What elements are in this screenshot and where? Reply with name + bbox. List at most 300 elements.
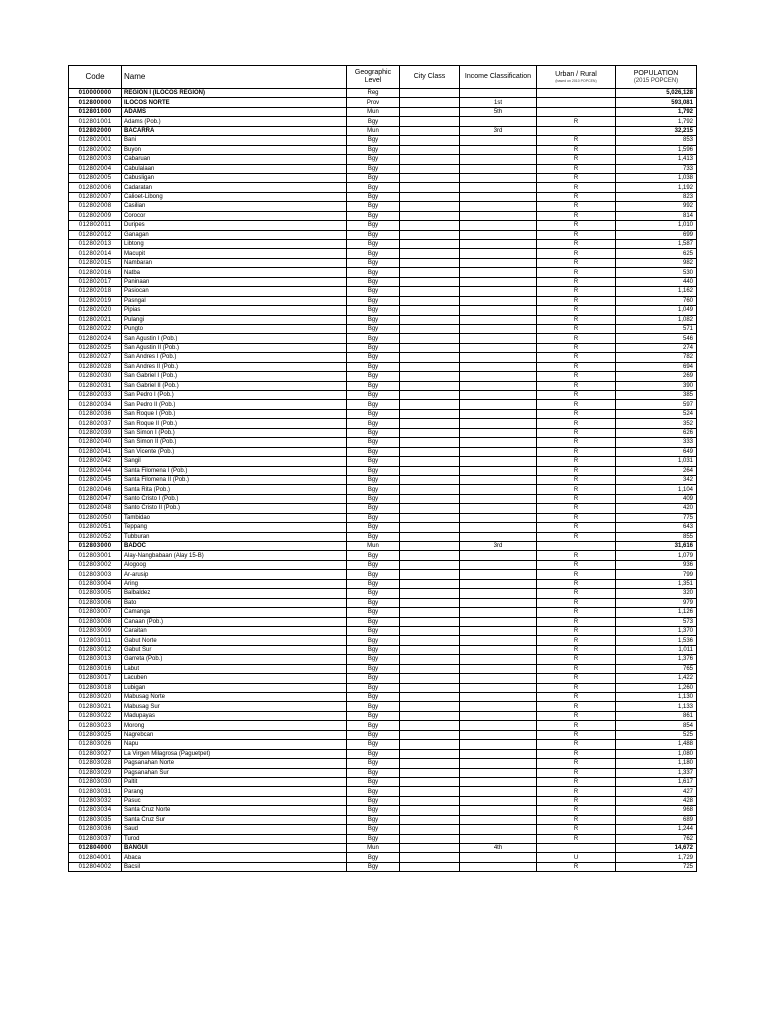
cell-population: 428 xyxy=(616,796,697,805)
cell-code: 012804002 xyxy=(69,862,122,871)
cell-income-classification xyxy=(460,589,537,598)
cell-name: Caraitan xyxy=(122,626,347,635)
cell-code: 012803018 xyxy=(69,683,122,692)
table-row xyxy=(69,560,697,569)
cell-income-classification xyxy=(460,447,537,456)
table-row xyxy=(69,353,697,362)
cell-code: 012802046 xyxy=(69,485,122,494)
cell-name: Cabusligan xyxy=(122,173,347,182)
cell-name: San Agustin II (Pob.) xyxy=(122,343,347,352)
cell-geographic-level: Bgy xyxy=(347,532,400,541)
cell-urban-rural: R xyxy=(537,655,616,664)
cell-population: 571 xyxy=(616,324,697,333)
cell-urban-rural xyxy=(537,844,616,853)
cell-urban-rural: R xyxy=(537,475,616,484)
cell-urban-rural: R xyxy=(537,155,616,164)
cell-code: 012803034 xyxy=(69,806,122,815)
cell-geographic-level: Mun xyxy=(347,126,400,135)
cell-geographic-level: Bgy xyxy=(347,296,400,305)
cell-population: 649 xyxy=(616,447,697,456)
cell-city-class xyxy=(400,136,460,145)
cell-population: 1,011 xyxy=(616,645,697,654)
cell-income-classification xyxy=(460,636,537,645)
cell-name: Lubigan xyxy=(122,683,347,692)
cell-name: San Andres II (Pob.) xyxy=(122,362,347,371)
cell-population: 546 xyxy=(616,334,697,343)
cell-name: San Roque II (Pob.) xyxy=(122,419,347,428)
cell-name: Pipias xyxy=(122,306,347,315)
cell-geographic-level: Bgy xyxy=(347,617,400,626)
cell-urban-rural: R xyxy=(537,645,616,654)
cell-income-classification xyxy=(460,183,537,192)
cell-city-class xyxy=(400,324,460,333)
cell-code: 012802006 xyxy=(69,183,122,192)
cell-geographic-level: Bgy xyxy=(347,211,400,220)
cell-code: 012803017 xyxy=(69,674,122,683)
cell-population: 968 xyxy=(616,806,697,815)
cell-name: Libtong xyxy=(122,240,347,249)
cell-population: 1,080 xyxy=(616,749,697,758)
header-income-classification: Income Classification xyxy=(460,66,537,89)
cell-city-class xyxy=(400,721,460,730)
cell-geographic-level: Bgy xyxy=(347,626,400,635)
cell-geographic-level: Bgy xyxy=(347,513,400,522)
cell-code: 012803020 xyxy=(69,693,122,702)
cell-city-class xyxy=(400,542,460,551)
cell-population: 333 xyxy=(616,438,697,447)
cell-name: Labut xyxy=(122,664,347,673)
cell-population: 775 xyxy=(616,513,697,522)
table-row xyxy=(69,155,697,164)
cell-income-classification xyxy=(460,381,537,390)
table-row xyxy=(69,504,697,513)
table-row xyxy=(69,730,697,739)
cell-population: 573 xyxy=(616,617,697,626)
cell-code: 012802042 xyxy=(69,457,122,466)
cell-city-class xyxy=(400,164,460,173)
cell-geographic-level: Bgy xyxy=(347,155,400,164)
cell-population: 982 xyxy=(616,258,697,267)
cell-name: Duripes xyxy=(122,221,347,230)
header-urban-rural-label: Urban / Rural xyxy=(555,71,597,78)
cell-geographic-level: Bgy xyxy=(347,230,400,239)
cell-city-class xyxy=(400,768,460,777)
table-row xyxy=(69,655,697,664)
table-row xyxy=(69,844,697,853)
cell-population: 409 xyxy=(616,494,697,503)
cell-code: 012802045 xyxy=(69,475,122,484)
cell-code: 012802011 xyxy=(69,221,122,230)
cell-income-classification xyxy=(460,853,537,862)
cell-urban-rural: R xyxy=(537,768,616,777)
cell-city-class xyxy=(400,513,460,522)
cell-population: 1,596 xyxy=(616,145,697,154)
cell-urban-rural: R xyxy=(537,324,616,333)
header-population-label: POPULATION xyxy=(633,69,679,77)
cell-code: 012804001 xyxy=(69,853,122,862)
cell-code: 012803026 xyxy=(69,740,122,749)
cell-code: 012802027 xyxy=(69,353,122,362)
cell-urban-rural: R xyxy=(537,759,616,768)
cell-code: 012802040 xyxy=(69,438,122,447)
cell-geographic-level: Bgy xyxy=(347,475,400,484)
cell-urban-rural: R xyxy=(537,353,616,362)
cell-code: 012802017 xyxy=(69,277,122,286)
cell-geographic-level: Bgy xyxy=(347,636,400,645)
cell-city-class xyxy=(400,221,460,230)
cell-code: 012801001 xyxy=(69,117,122,126)
table-row xyxy=(69,551,697,560)
cell-city-class xyxy=(400,277,460,286)
cell-income-classification xyxy=(460,428,537,437)
cell-code: 012803028 xyxy=(69,759,122,768)
cell-urban-rural: R xyxy=(537,740,616,749)
cell-name: Santa Filomena I (Pob.) xyxy=(122,466,347,475)
cell-income-classification xyxy=(460,702,537,711)
header-urban-rural xyxy=(537,66,616,89)
cell-population: 1,133 xyxy=(616,702,697,711)
cell-population: 699 xyxy=(616,230,697,239)
cell-city-class xyxy=(400,617,460,626)
table-row xyxy=(69,523,697,532)
cell-income-classification xyxy=(460,834,537,843)
cell-code: 012802051 xyxy=(69,523,122,532)
cell-code: 012803009 xyxy=(69,626,122,635)
cell-urban-rural xyxy=(537,107,616,116)
cell-name: ADAMS xyxy=(122,107,347,116)
cell-city-class xyxy=(400,806,460,815)
cell-code: 012802014 xyxy=(69,249,122,258)
cell-code: 012802015 xyxy=(69,258,122,267)
cell-geographic-level: Bgy xyxy=(347,664,400,673)
table-row xyxy=(69,608,697,617)
cell-urban-rural: R xyxy=(537,211,616,220)
cell-income-classification xyxy=(460,749,537,758)
cell-code: 012802033 xyxy=(69,391,122,400)
cell-income-classification xyxy=(460,815,537,824)
cell-urban-rural: R xyxy=(537,315,616,324)
cell-code: 012803021 xyxy=(69,702,122,711)
cell-city-class xyxy=(400,825,460,834)
cell-name: BACARRA xyxy=(122,126,347,135)
cell-urban-rural: R xyxy=(537,825,616,834)
cell-name: Gabut Sur xyxy=(122,645,347,654)
cell-city-class xyxy=(400,192,460,201)
cell-code: 012802050 xyxy=(69,513,122,522)
cell-population: 861 xyxy=(616,711,697,720)
cell-income-classification xyxy=(460,438,537,447)
cell-geographic-level: Bgy xyxy=(347,409,400,418)
cell-city-class xyxy=(400,183,460,192)
cell-geographic-level: Bgy xyxy=(347,438,400,447)
cell-population: 1,126 xyxy=(616,608,697,617)
cell-city-class xyxy=(400,391,460,400)
cell-income-classification xyxy=(460,560,537,569)
table-row xyxy=(69,277,697,286)
cell-name: Saud xyxy=(122,825,347,834)
cell-code: 012803027 xyxy=(69,749,122,758)
cell-code: 012802013 xyxy=(69,240,122,249)
cell-name: Santo Cristo I (Pob.) xyxy=(122,494,347,503)
cell-income-classification xyxy=(460,645,537,654)
table-row xyxy=(69,749,697,758)
cell-urban-rural: R xyxy=(537,296,616,305)
cell-code: 012802012 xyxy=(69,230,122,239)
cell-name: BANGUI xyxy=(122,844,347,853)
cell-code: 012803037 xyxy=(69,834,122,843)
cell-code: 012802052 xyxy=(69,532,122,541)
cell-income-classification: 1st xyxy=(460,98,537,107)
table-row xyxy=(69,117,697,126)
cell-income-classification xyxy=(460,655,537,664)
cell-geographic-level: Bgy xyxy=(347,683,400,692)
cell-urban-rural: R xyxy=(537,513,616,522)
cell-code: 012802021 xyxy=(69,315,122,324)
cell-income-classification xyxy=(460,825,537,834)
cell-name: REGION I (ILOCOS REGION) xyxy=(122,89,347,98)
cell-code: 012803016 xyxy=(69,664,122,673)
table-row xyxy=(69,740,697,749)
cell-urban-rural: R xyxy=(537,617,616,626)
cell-population: 782 xyxy=(616,353,697,362)
cell-urban-rural: R xyxy=(537,589,616,598)
cell-income-classification xyxy=(460,759,537,768)
table-row xyxy=(69,268,697,277)
cell-geographic-level: Bgy xyxy=(347,202,400,211)
cell-name: Napu xyxy=(122,740,347,749)
cell-city-class xyxy=(400,683,460,692)
cell-city-class xyxy=(400,777,460,786)
table-row xyxy=(69,626,697,635)
cell-geographic-level: Bgy xyxy=(347,721,400,730)
cell-income-classification xyxy=(460,117,537,126)
cell-population: 525 xyxy=(616,730,697,739)
cell-city-class xyxy=(400,749,460,758)
cell-income-classification xyxy=(460,362,537,371)
cell-name: Santa Rita (Pob.) xyxy=(122,485,347,494)
table-row xyxy=(69,192,697,201)
cell-urban-rural: R xyxy=(537,711,616,720)
table-row xyxy=(69,381,697,390)
cell-city-class xyxy=(400,693,460,702)
cell-code: 012802025 xyxy=(69,343,122,352)
cell-geographic-level: Bgy xyxy=(347,173,400,182)
cell-geographic-level: Bgy xyxy=(347,693,400,702)
cell-geographic-level: Bgy xyxy=(347,117,400,126)
cell-geographic-level: Bgy xyxy=(347,485,400,494)
cell-urban-rural: U xyxy=(537,853,616,862)
cell-code: 012802002 xyxy=(69,145,122,154)
table-row xyxy=(69,391,697,400)
table-row xyxy=(69,145,697,154)
cell-income-classification xyxy=(460,598,537,607)
cell-code: 012804000 xyxy=(69,844,122,853)
cell-code: 012802005 xyxy=(69,173,122,182)
cell-city-class xyxy=(400,815,460,824)
cell-population: 625 xyxy=(616,249,697,258)
cell-income-classification xyxy=(460,211,537,220)
cell-city-class xyxy=(400,202,460,211)
cell-urban-rural: R xyxy=(537,626,616,635)
cell-code: 012803030 xyxy=(69,777,122,786)
cell-population: 823 xyxy=(616,192,697,201)
cell-population: 1,617 xyxy=(616,777,697,786)
cell-urban-rural: R xyxy=(537,504,616,513)
cell-population: 1,180 xyxy=(616,759,697,768)
cell-geographic-level: Mun xyxy=(347,107,400,116)
cell-population: 390 xyxy=(616,381,697,390)
cell-income-classification xyxy=(460,466,537,475)
cell-geographic-level: Bgy xyxy=(347,730,400,739)
header-urban-rural-note: (based on 2010 POPCEN) xyxy=(555,79,597,83)
cell-geographic-level: Bgy xyxy=(347,589,400,598)
cell-urban-rural: R xyxy=(537,834,616,843)
cell-income-classification xyxy=(460,306,537,315)
cell-income-classification: 3rd xyxy=(460,126,537,135)
cell-code: 012803003 xyxy=(69,570,122,579)
cell-city-class xyxy=(400,579,460,588)
cell-geographic-level: Bgy xyxy=(347,334,400,343)
table-row xyxy=(69,343,697,352)
cell-geographic-level: Bgy xyxy=(347,315,400,324)
cell-income-classification xyxy=(460,740,537,749)
cell-income-classification xyxy=(460,475,537,484)
cell-urban-rural: R xyxy=(537,815,616,824)
cell-population: 420 xyxy=(616,504,697,513)
table-row xyxy=(69,721,697,730)
cell-name: Cadaratan xyxy=(122,183,347,192)
cell-population: 31,616 xyxy=(616,542,697,551)
cell-geographic-level: Bgy xyxy=(347,551,400,560)
cell-income-classification xyxy=(460,457,537,466)
cell-city-class xyxy=(400,381,460,390)
cell-urban-rural: R xyxy=(537,664,616,673)
cell-urban-rural: R xyxy=(537,438,616,447)
cell-geographic-level: Bgy xyxy=(347,353,400,362)
cell-income-classification xyxy=(460,353,537,362)
cell-urban-rural: R xyxy=(537,391,616,400)
cell-name: Pagsanahan Norte xyxy=(122,759,347,768)
cell-income-classification xyxy=(460,579,537,588)
cell-geographic-level: Bgy xyxy=(347,372,400,381)
cell-urban-rural: R xyxy=(537,598,616,607)
cell-income-classification xyxy=(460,626,537,635)
cell-geographic-level: Bgy xyxy=(347,419,400,428)
cell-name: Mabusag Sur xyxy=(122,702,347,711)
cell-code: 012802018 xyxy=(69,287,122,296)
cell-urban-rural: R xyxy=(537,560,616,569)
header-city-class: City Class xyxy=(400,66,460,89)
cell-name: Santo Cristo II (Pob.) xyxy=(122,504,347,513)
cell-geographic-level: Bgy xyxy=(347,862,400,871)
cell-income-classification xyxy=(460,806,537,815)
cell-name: Casilian xyxy=(122,202,347,211)
table-row xyxy=(69,334,697,343)
cell-population: 1,376 xyxy=(616,655,697,664)
cell-name: Nagrebcan xyxy=(122,730,347,739)
cell-city-class xyxy=(400,787,460,796)
cell-name: Balbaldez xyxy=(122,589,347,598)
cell-population: 1,244 xyxy=(616,825,697,834)
cell-income-classification xyxy=(460,730,537,739)
table-row xyxy=(69,664,697,673)
cell-urban-rural: R xyxy=(537,343,616,352)
cell-population: 762 xyxy=(616,834,697,843)
cell-urban-rural: R xyxy=(537,523,616,532)
table-row xyxy=(69,126,697,135)
cell-geographic-level: Bgy xyxy=(347,221,400,230)
cell-income-classification xyxy=(460,258,537,267)
cell-name: Lacuben xyxy=(122,674,347,683)
table-row xyxy=(69,173,697,182)
cell-income-classification xyxy=(460,296,537,305)
cell-population: 264 xyxy=(616,466,697,475)
cell-name: Morong xyxy=(122,721,347,730)
cell-income-classification xyxy=(460,155,537,164)
cell-urban-rural: R xyxy=(537,164,616,173)
table-row xyxy=(69,683,697,692)
cell-income-classification xyxy=(460,532,537,541)
table-row xyxy=(69,834,697,843)
cell-income-classification xyxy=(460,324,537,333)
cell-city-class xyxy=(400,504,460,513)
cell-city-class xyxy=(400,475,460,484)
cell-city-class xyxy=(400,107,460,116)
table-row xyxy=(69,777,697,786)
table-row xyxy=(69,617,697,626)
table-row xyxy=(69,183,697,192)
table-row xyxy=(69,249,697,258)
cell-code: 012802048 xyxy=(69,504,122,513)
table-row xyxy=(69,589,697,598)
table-row xyxy=(69,702,697,711)
cell-city-class xyxy=(400,230,460,239)
cell-urban-rural: R xyxy=(537,806,616,815)
cell-income-classification xyxy=(460,372,537,381)
cell-geographic-level: Bgy xyxy=(347,645,400,654)
cell-geographic-level: Reg xyxy=(347,89,400,98)
cell-name: Pulangi xyxy=(122,315,347,324)
cell-name: Sangil xyxy=(122,457,347,466)
cell-geographic-level: Bgy xyxy=(347,796,400,805)
cell-city-class xyxy=(400,240,460,249)
cell-geographic-level: Bgy xyxy=(347,711,400,720)
cell-city-class xyxy=(400,89,460,98)
cell-code: 012803005 xyxy=(69,589,122,598)
cell-name: Paninaan xyxy=(122,277,347,286)
cell-urban-rural: R xyxy=(537,306,616,315)
cell-population: 1,370 xyxy=(616,626,697,635)
cell-population: 1,010 xyxy=(616,221,697,230)
header-code: Code xyxy=(69,66,122,89)
cell-city-class xyxy=(400,362,460,371)
cell-code: 012803031 xyxy=(69,787,122,796)
cell-income-classification xyxy=(460,608,537,617)
cell-city-class xyxy=(400,145,460,154)
cell-city-class xyxy=(400,400,460,409)
cell-city-class xyxy=(400,419,460,428)
cell-code: 012802008 xyxy=(69,202,122,211)
cell-code: 012802001 xyxy=(69,136,122,145)
cell-city-class xyxy=(400,296,460,305)
cell-urban-rural: R xyxy=(537,532,616,541)
table-row xyxy=(69,409,697,418)
cell-income-classification xyxy=(460,192,537,201)
cell-code: 012802044 xyxy=(69,466,122,475)
table-row xyxy=(69,598,697,607)
cell-population: 1,337 xyxy=(616,768,697,777)
cell-code: 012802030 xyxy=(69,372,122,381)
